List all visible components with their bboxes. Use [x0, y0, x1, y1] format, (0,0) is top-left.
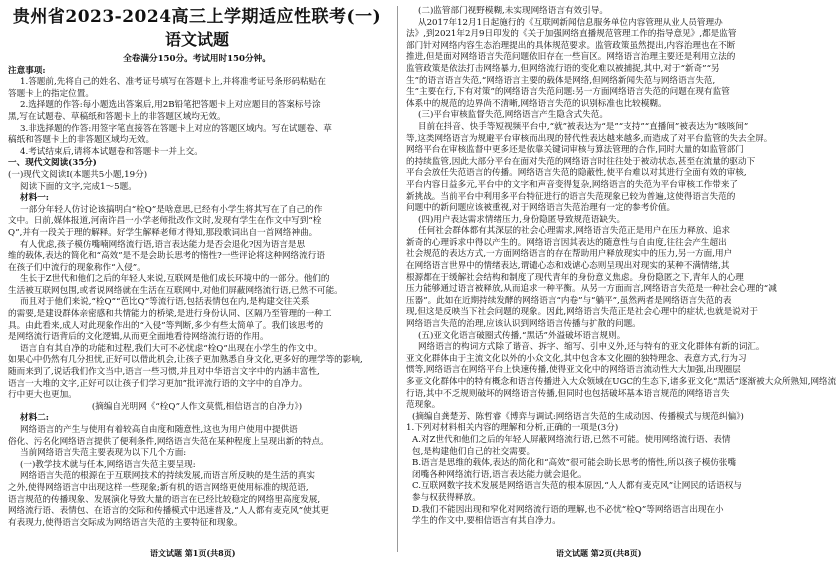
text-line: 监管政策是依法打击网络暴力,但网络流行语的变化难以被捕捉,其中,对于“新奇”“另: [406, 63, 720, 74]
text-line: 生活被互联网包围,或者说网络就在生活在互联网中,对他们屏蔽网络流行语,已然不可能。: [8, 285, 343, 296]
text-line: 根源都在于缓解社会结构和制度了现代青年的身份意义焦虑。身份隐匿之下,青年人的心理: [406, 272, 744, 283]
text-line: 的持续监管,因此大部分平台在面对失范的网络语言时往往处于被动状态,甚至在流量的驱动下: [406, 156, 756, 167]
question-1-options: [406, 435, 784, 528]
text-line: 有人优虑,孩子模仿嘴喃网络流行语,语言表达能力是否会退化?因为语言是思: [20, 239, 306, 250]
note-line: 稿纸和答题卡上的非答题区域均无效。: [8, 135, 155, 146]
option-b-cont: 闭嘴各种网络流行语,语言表达能力就会退化。: [412, 469, 587, 480]
text-line: 目前在抖音、快手等短视频平台中,“就”被表达为“是”“支持”“直播间”被表达为“咳咳间”: [418, 121, 749, 132]
text-line: 当前网络语言失范主要表现为以下几个方面:: [20, 448, 187, 459]
left-page: [8, 6, 386, 546]
material-one-source: (摘编自光明网《“栓Q”人作文莫慌,相信语言的自净力》): [91, 401, 303, 412]
option-d: D.我们不能因出现和窄化对网络流行语的理解,也不必忧“栓Q”等网络语言出现在小: [412, 504, 724, 515]
text-line: 文中。日前,媒体报道,河南许昌一小学老师批改作文时,发现有学生在作文中写到“栓: [8, 216, 322, 227]
text-line: 现,但这是反映当下社会问题的现象。因此,网络语言失范正是社会心理中的症状,也就是说对于: [406, 307, 758, 318]
text-line: (四)用户表达需求情绪压力,身份隐匿导致规范语缺失。: [418, 214, 626, 225]
text-line: 如果心中仍然有几分担忧,正好可以借此机会,让孩子更加熟悉自身文化,更多好的理学等的影响,: [8, 355, 363, 366]
note-line: 3.非选择题的作答:用签字笔直接答在答题卡上对应的答题区域内。写在试题卷、草: [20, 123, 332, 134]
text-line: 维的载体,表达的简化和“高效”是不是会助长思考的惰性?一些评论将这种网络流行语: [8, 251, 325, 262]
text-line: 范现象。: [406, 400, 441, 411]
section-heading: 一、现代文阅读(35分): [8, 158, 97, 169]
text-line: 在网络语言世界中的情绪表达,谓谴心态和戏谑心态则呈现出对现实的某种不满情绪,其: [406, 261, 730, 272]
text-line: 新奇的心理诉求中得以产生的。网络语言因其表达的随意性与自由度,往往会产生超出: [406, 237, 727, 248]
text-line: 网络平台在审核监督中更多还是依靠关键词审核与算法管理的合作,同时大量的如监管部门: [406, 145, 744, 156]
text-line: 而且对于他们来说,“栓Q”“芭比Q”等流行语,包括表情包在内,是构建交往关系: [20, 297, 310, 308]
question-1-stem: 1.下列对材料相关内容的理解和分析,正确的一项是(3分): [406, 423, 619, 434]
text-line: (二)监管部门视野模糊,未实现网络语言有效引导。: [418, 6, 608, 16]
text-line: 语言规范的传播现象、发展演化导致大量的语言在已经比较稳定的网络里高度发展,: [8, 494, 321, 505]
option-b: B.语言是思维的载体,表达的简化和“高效”很可能会助长思考的惰性,所以孩子模仿张嘴: [412, 458, 737, 469]
text-line: 部门针对网络内容生态治理提出的具体规范要求。监管政策虽然提出,内容治理也在不断: [406, 40, 736, 51]
text-line: 法》,到2021年2月9日印发的《关于加强网络直播规范管理工作的指导意见》,都是监管: [406, 29, 737, 40]
note-line: 2.选择题的作答:每小题选出答案后,用2B铅笔把答题卡上对应题目的答案标号涂: [20, 100, 321, 111]
text-line: 网络语言的产生与使用有着较高自由度和随意性,这也为用户使用中提供语: [20, 425, 298, 435]
material-one-title: 材料一:: [20, 193, 49, 204]
option-a: A.对Z世代和他们之后的年轻人屏蔽网络流行语,已然不可能。使用网络流行语、表情: [412, 434, 731, 445]
part-heading: (一)现代文阅读Ⅰ(本题共5小题,19分): [8, 169, 148, 180]
text-line: 问题中的新问题应该被重视,对于网络语言失范治理有一定的参考价值。: [406, 203, 676, 214]
text-line: 等,这类网络语言为规避平台审核而出现的替代性表达越来越多,而造成了对平台监管的失去全屏。: [406, 133, 773, 144]
text-line: 亚文化群体由于主流文化以外的小众文化,其中包含本文化圈的独特理念、表意方式,行为习: [406, 353, 747, 364]
text-line: 多亚文化群体中的特有概念和语言传播进入大众领域在UGC的生态下,诸多亚文化“黑话”逐渐被大众所熟知,网络流: [406, 377, 836, 387]
text-line: 行语,其中不乏规则破坏的网络语言传播,但同时也包括破坏基本语言规范的网络语言失: [406, 388, 730, 399]
exam-subtitle: 语文试题: [164, 30, 229, 49]
text-line: 是网络流行语背后的文化逻辑,从而更全面地看待网络流行语的作用。: [8, 332, 269, 343]
page-footer-right: 语文试题 第2页(共8页): [556, 548, 642, 558]
option-a-cont: 包,是构建他们自己的社交需要。: [412, 446, 536, 457]
text-line: 的需要,是建设群体亲密感和共情能力的桥梁,是进行身份认同、区隔乃至管理的一种工: [8, 309, 332, 320]
page-footer-left: 语文试题 第1页(共8页): [150, 548, 236, 558]
text-line: 新挑战。当前平台中利用多平台特征进行的语言失范现象已较为普遍,这使得语言失范的: [406, 191, 736, 202]
text-line: 随而来到了,说话我们作文当中,语言一些习惯,并且对中华语言文字中的内涵丰富性,: [8, 367, 320, 378]
text-line: 惯等,网络语言在网络平台上快速传播,使得亚文化中的网络语言流动性大大加强,出现圈层: [406, 365, 741, 376]
text-line: 压器”。此如在近期持续发酵的网络语言“内卷”与“躺平”,虽然两者是网络语言失范的表: [406, 295, 732, 306]
material-two-title: 材料二:: [20, 413, 49, 424]
text-line: 任何社会群体都有其深层的社会心理需求,网络语言失范正是用户在压力释放、追求: [418, 226, 731, 237]
text-line: Q”,并有一段关于理的解释。好学生解释老师才得知,那段歌词出自一首网络神曲。: [8, 227, 318, 238]
reading-instruction: 阅读下面的文字,完成1～5题。: [20, 181, 137, 192]
text-line: 在孩子们中流行的现象称作“入侵”。: [8, 262, 146, 273]
text-line: 具。由此看来,成人对此现象作出的“入侵”等判断,多少有些太简单了。我们该思考的: [8, 320, 324, 331]
text-line: 一部分年轻人仿讨论该搞明白“栓Q”是啥意思,已经有小学生将其写在了自己的作: [20, 204, 323, 215]
text-line: (一)教学技术就与任本,网络语言失范主要呈现:: [20, 459, 196, 470]
text-line: (三)平台审核监督失范,网络语言产生隐含式失范。: [418, 110, 608, 121]
text-line: 体系中的规范的边界尚不清晰,网络语言失范的识别标准也比较模糊。: [406, 98, 667, 109]
page-divider: [397, 6, 398, 552]
option-c: C.互联网数字技术发展是网络语言失范的根本原因,“人人都有麦克风”让网民的话语权与: [412, 481, 742, 492]
text-line: 从2017年12月1日起施行的《互联网新闻信息服务单位内容管理从业人员管理办: [418, 17, 723, 28]
article-body: [406, 6, 836, 412]
material-one-body: [8, 205, 386, 402]
note-line: 黑,写在试题卷、草稿纸和答题卡上的非答题区域均无效。: [8, 111, 226, 122]
exam-title: 贵州省2023-2024高三上学期适应性联考(一): [12, 7, 382, 27]
text-line: 网络语言失范的根源在于互联网技术的持续发展,而语言所反映的是生活的真实: [20, 471, 315, 482]
option-c-cont: 参与权获得释放。: [412, 492, 481, 503]
text-line: 俗化、污名化网络语言提供了便利条件,网络语言失范在某种程度上呈现出新的特点。: [8, 436, 329, 447]
text-line: 社会规范的表达方式,一方面网络语言的存在帮助用户释放现实中的压力,另一方面,用户: [406, 249, 733, 260]
note-line: 1.答题前,先将自己的姓名、准考证号填写在答题卡上,并将准考证号条形码粘贴在: [20, 77, 326, 88]
text-line: 生”的语言语言失范,“网络语言主要的载体是网络,但网络新闻失范与网络语言失范,: [406, 75, 716, 86]
right-page: [406, 6, 836, 546]
text-line: 平台会放任失范语言的传播。网络语言失范的隐蔽性,使平台难以对其进行全面有效的审核,: [406, 168, 747, 179]
text-line: 语言自有其自净的功能和过程,我们大可不必忧虑“栓Q”出现在小学生的作文中。: [20, 343, 323, 354]
option-d-cont: 学生的作文中,要相信语言有其自净力。: [412, 516, 561, 527]
article-source: (摘编自龚楚芳、陈哲睿《博弈与调试:网络语言失范的生成动因、传播模式与规范纠偏》): [412, 411, 744, 422]
note-line: 答题卡上的指定位置。: [8, 88, 94, 99]
text-line: 行中更大也更加。: [8, 390, 77, 401]
text-line: 生”主要在行,下有对策”的网络语言失范问题:另一方面网络语言失范的问题在现有监管: [406, 87, 730, 98]
text-line: 网络语言失范的治理,应该认识到网络语言传播与扩散的问题。: [406, 319, 641, 330]
text-line: 推进,但是面对网络语言失范问题依旧存在一些盲区。网络语言治理主要还是利用立法的: [406, 52, 736, 63]
text-line: 有表现力,使得语言交际成为网络语言失范的主要特征和现象。: [8, 517, 243, 528]
text-line: (五)亚文化语言破圈式传播,“黑话”外溢破坏语言规则。: [418, 330, 626, 341]
text-line: 网络语言的构词方式除了谐音、拆字、缩写、引申义外,还与特有的亚文化群体有新的词汇。: [418, 342, 765, 353]
notes-list: [8, 77, 386, 158]
notes-title: 注意事项:: [8, 65, 46, 76]
text-line: 生长于Z世代和他们之后的年轻人来说,互联网是他们成长环境中的一部分。他们的: [20, 274, 330, 285]
text-line: 之外,使得网络语言中出现这样一些现象;新有机的语言网络更使用标准的规范语,: [8, 482, 309, 493]
note-line: 4.考试结束后,请将本试题卷和答题卡一并上交。: [20, 146, 203, 157]
material-two-body: [8, 425, 386, 529]
text-line: 压力能够通过语言被释放,从而追求一种平衡。从另一方面而言,网络语言失范是一种社会心理的“减: [406, 284, 777, 295]
score-line: 全卷满分150分。考试用时150分钟。: [123, 54, 271, 64]
text-line: 网络流行语、表情包、在语言的交际和传播模式中迅速普及,“人人都有麦克风”使其更: [8, 506, 329, 517]
text-line: 平台内容日益多元,平台中的文字和声音变得复杂,网络语言的失范为平台审核工作带来了: [406, 179, 739, 190]
text-line: 语言一大堆的文字,正好可以让孩子们学习更加”批评流行语的文字中的自净力。: [8, 378, 308, 389]
